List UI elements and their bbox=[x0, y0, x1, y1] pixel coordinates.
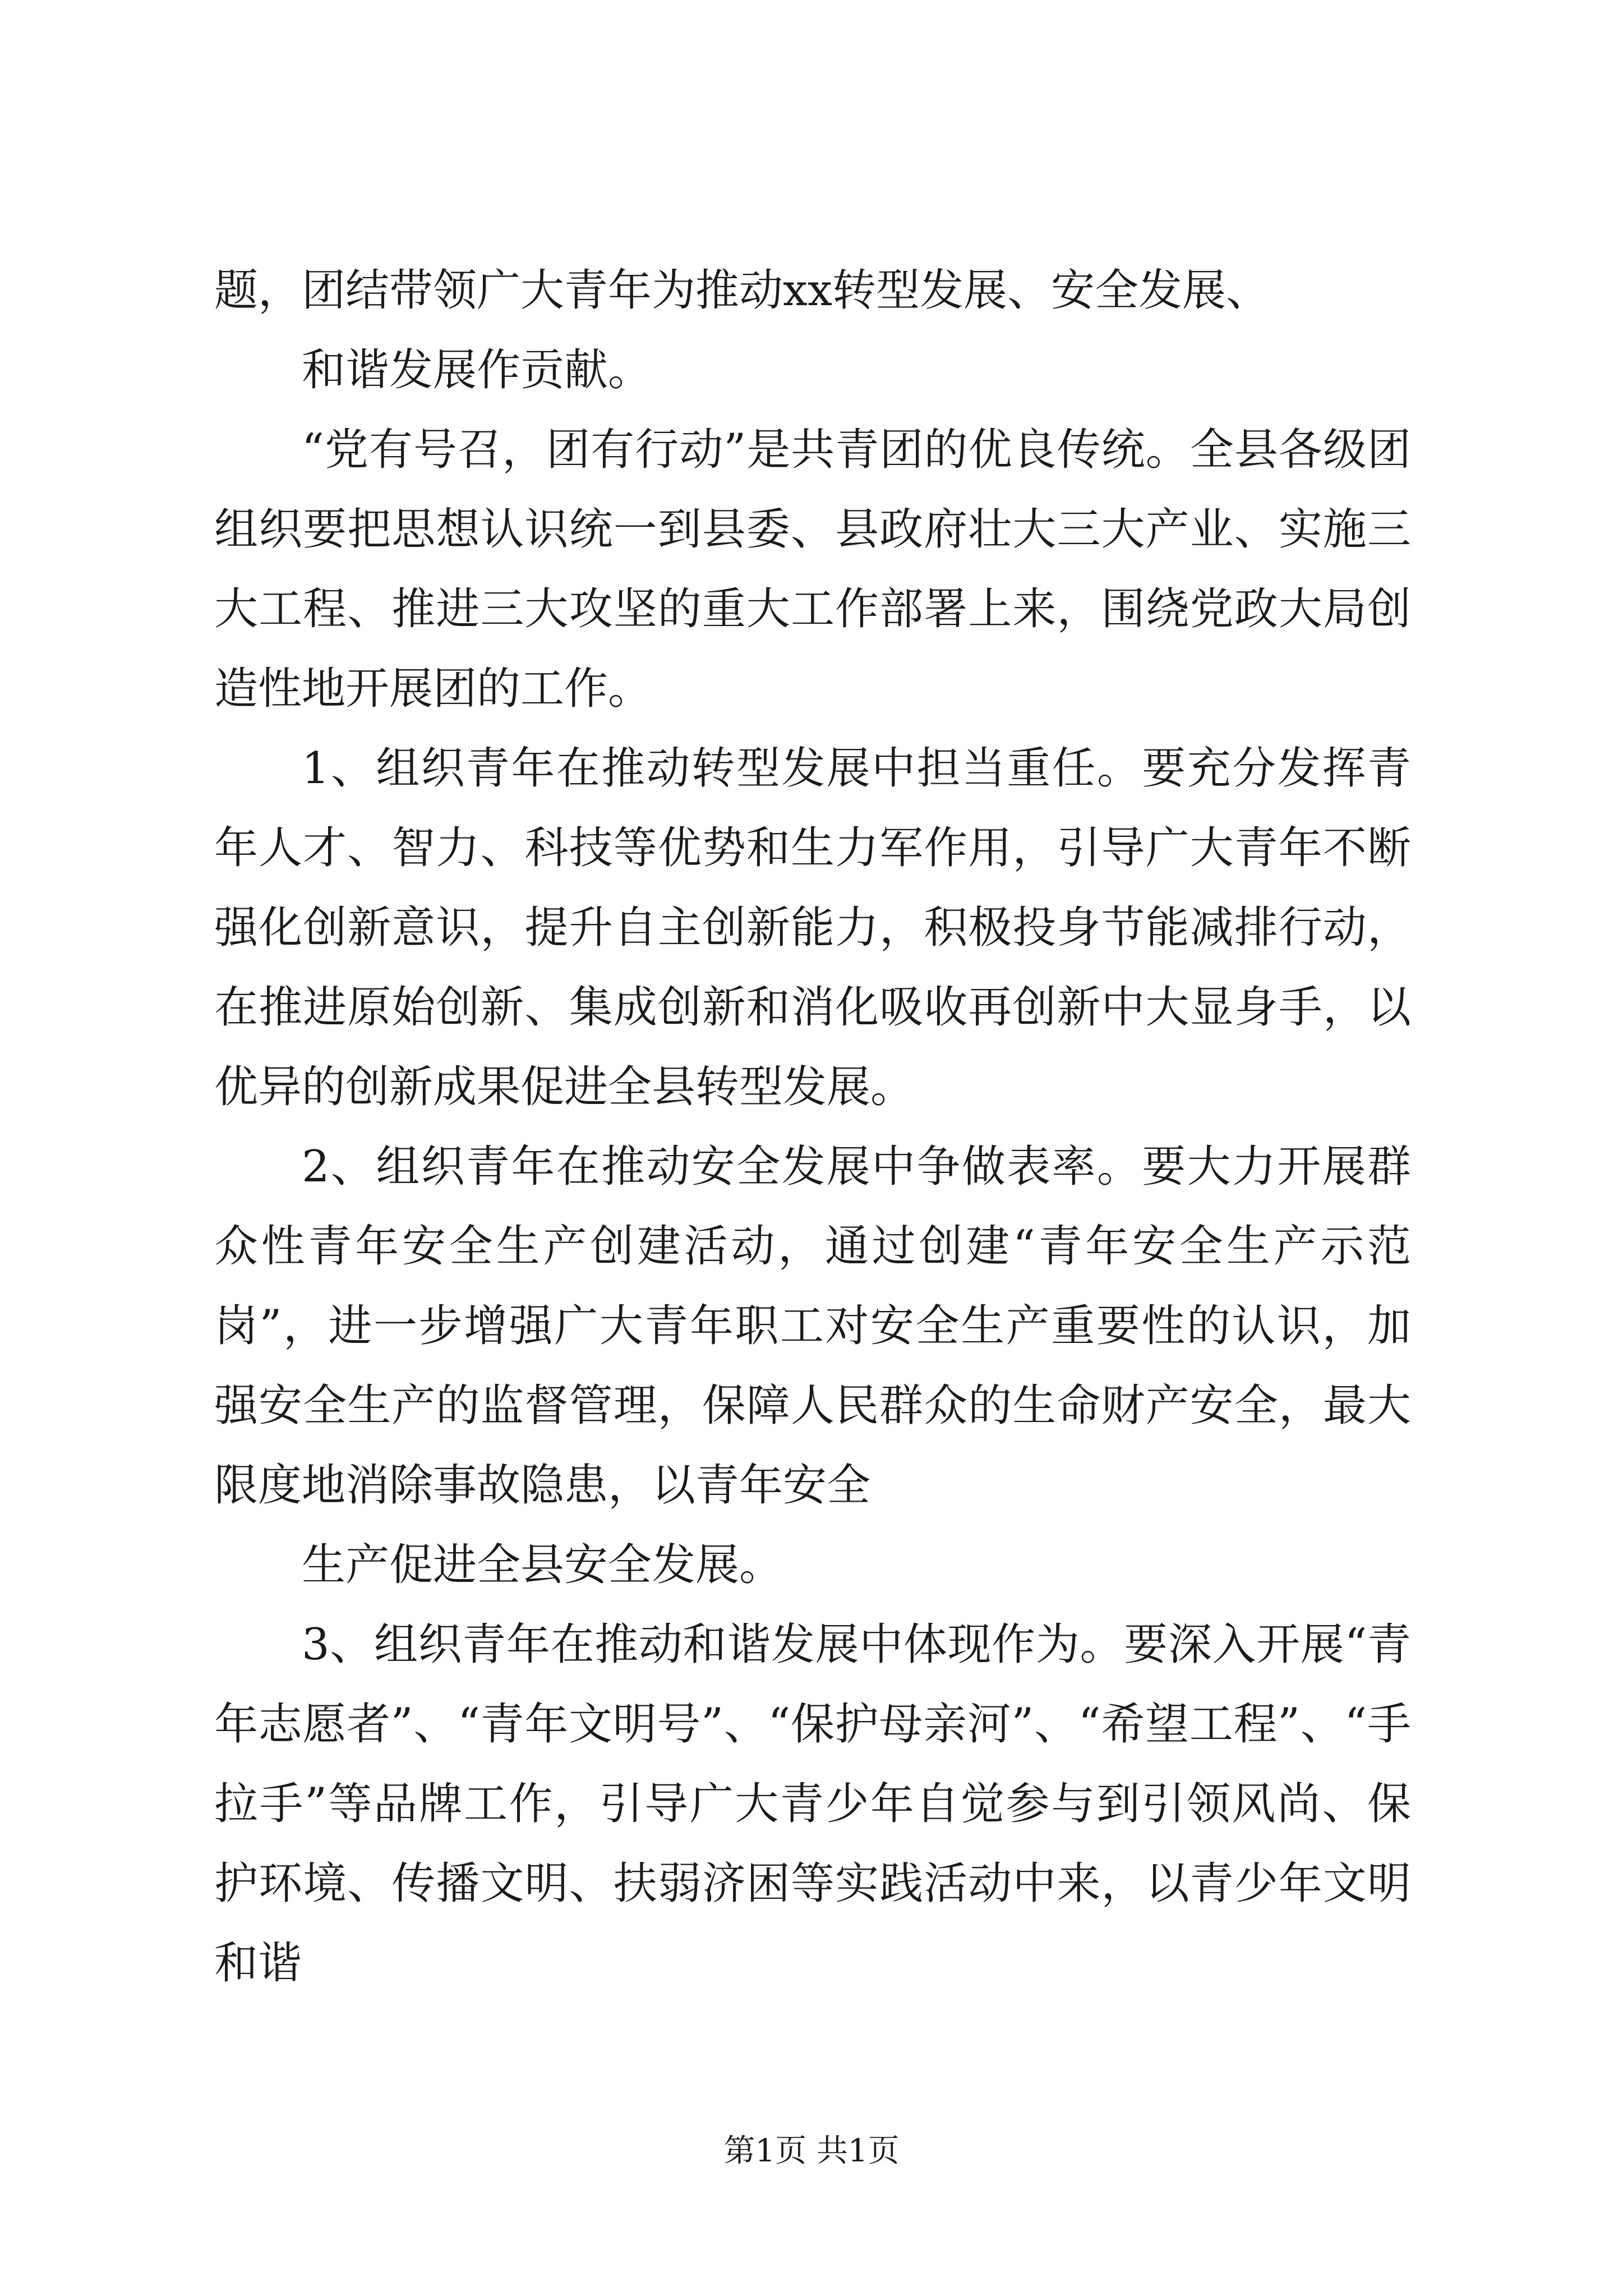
paragraph-item-1: 1、组织青年在推动转型发展中担当重任。要充分发挥青年人才、智力、科技等优势和生力军作用，引导广大青年不断强化创新意识，提升自主创新能力，积极投身节能减排行动，在推进原始创新、集成创新和消化吸收再创新中大显身手，以优异的创新成果促进全县转型发展。 bbox=[214, 743, 1411, 1112]
paragraph-continuation-end: 和谐发展作贡献。 bbox=[302, 345, 652, 395]
paragraph-item-2-end: 生产促进全县安全发展。 bbox=[302, 1540, 783, 1590]
paragraph-intro: “党有号召，团有行动”是共青团的优良传统。全县各级团组织要把思想认识统一到县委、县政府壮大三大产业、实施三大工程、推进三大攻坚的重大工作部署上来，围绕党政大局创造性地开展团的工作。 bbox=[214, 425, 1411, 714]
page-number-footer: 第1页 共1页 bbox=[723, 2133, 900, 2169]
paragraph-continuation: 题，团结带领广大青年为推动xx转型发展、安全发展、 bbox=[214, 265, 1270, 316]
paragraph-item-2: 2、组织青年在推动安全发展中争做表率。要大力开展群众性青年安全生产创建活动，通过创建“青年安全生产示范岗”，进一步增强广大青年职工对安全生产重要性的认识，加强安全生产的监督管理，保障人民群众的生命财产安全，最大限度地消除事故隐患，以青年安全 bbox=[214, 1142, 1411, 1511]
paragraph-item-3: 3、组织青年在推动和谐发展中体现作为。要深入开展“青年志愿者”、“青年文明号”、“保护母亲河”、“希望工程”、“手拉手”等品牌工作，引导广大青少年自觉参与到引领风尚、保护环境、传播文明、扶弱济困等实践活动中来，以青少年文明和谐 bbox=[214, 1619, 1411, 1989]
document-body bbox=[214, 251, 1411, 2003]
